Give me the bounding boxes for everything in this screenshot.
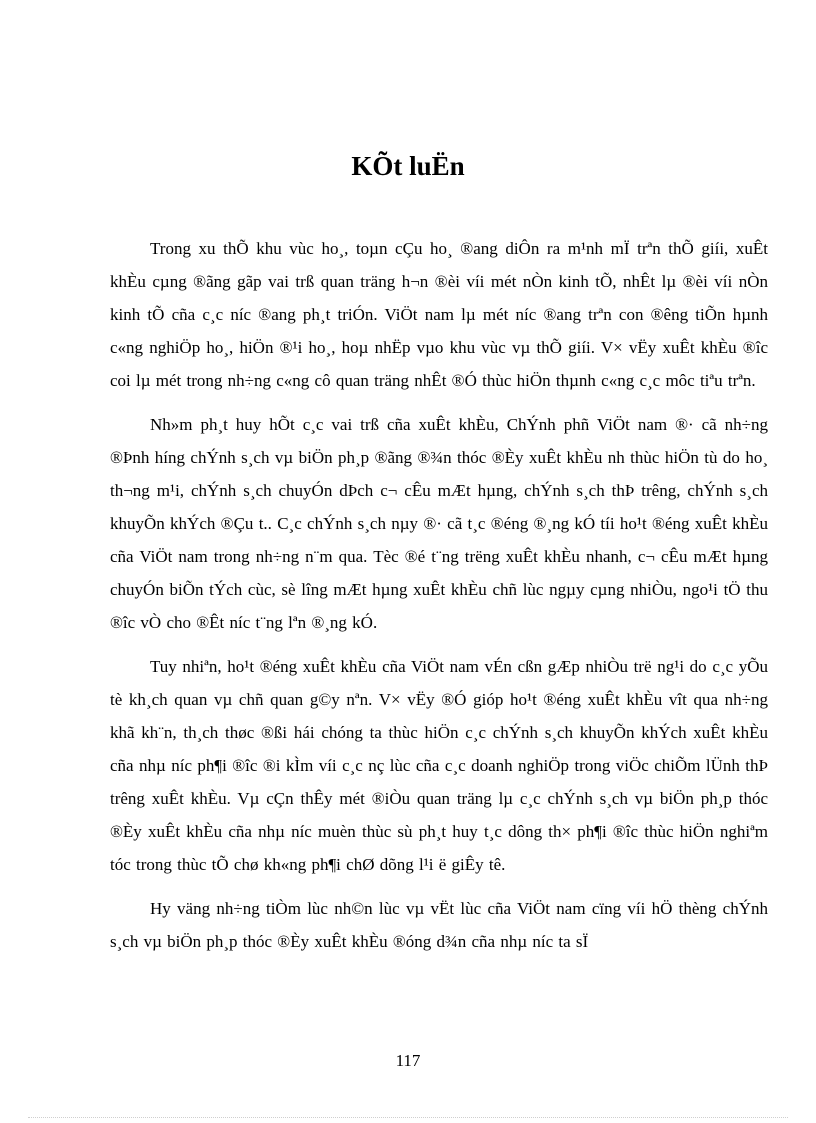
- paragraph: Tuy nhiªn, ho¹t ®éng xuÊt khÈu cña ViÖt nam vÉn cßn gÆp nhiÒu trë ng¹i do c¸c yÕu tè kh¸ch quan vµ chñ quan g©y nªn. V× vËy ®Ó gióp ho¹t ®éng xuÊt khÈu vît qua nh÷ng khã kh¨n, th¸ch thøc ®ßi hái chóng ta thùc hiÖn c¸c chÝnh s¸ch khuyÕn khÝch xuÊt khÈu cña nhµ níc ph¶i ®îc ®i kÌm víi c¸c nç lùc cña c¸c doanh nghiÖp trong viÖc chiÕm lÜnh thÞ trêng xuÊt khÈu. Vµ cÇn thÊy mét ®iÒu quan träng lµ c¸c chÝnh s¸ch vµ biÖn ph¸p thóc ®Èy xuÊt khÈu cña nhµ níc muèn thùc sù ph¸t huy t¸c dông th× ph¶i ®îc thùc hiÖn nghiªm tóc trong thùc tÕ chø kh«ng ph¶i chØ dõng l¹i ë giÊy tê.: [110, 657, 768, 874]
- paragraph: Hy väng nh÷ng tiÒm lùc nh©n lùc vµ vËt lùc cña ViÖt nam cïng víi hÖ thèng chÝnh s¸ch vµ biÖn ph¸p thóc ®Èy xuÊt khÈu ®óng d¾n cña nhµ níc ta sÏ: [110, 899, 768, 951]
- page-number: 117: [395, 1051, 421, 1070]
- footer-divider: [28, 1117, 788, 1118]
- paragraph: Trong xu thÕ khu vùc ho¸, toµn cÇu ho¸ ®ang diÔn ra m¹nh mÏ trªn thÕ giíi, xuÊt khÈu cµng ®ãng gãp vai trß quan träng h¬n ®èi víi mét nÒn kinh tÕ, nhÊt lµ ®èi víi nÒn kinh tÕ cña c¸c níc ®ang ph¸t triÓn. ViÖt nam lµ mét níc ®ang trªn con ®êng tiÕn hµnh c«ng nghiÖp ho¸, hiÖn ®¹i ho¸, hoµ nhËp vµo khu vùc vµ thÕ giíi. V× vËy xuÊt khÈu ®îc coi lµ mét trong nh÷ng c«ng cô quan träng nhÊt ®Ó thùc hiÖn thµnh c«ng c¸c môc tiªu trªn.: [110, 239, 768, 390]
- body-text: [110, 232, 768, 969]
- paragraph: Nh»m ph¸t huy hÕt c¸c vai trß cña xuÊt khÈu, ChÝnh phñ ViÖt nam ®· cã nh÷ng ®Þnh híng chÝnh s¸ch vµ biÖn ph¸p ®ãng ®¾n thóc ®Èy xuÊt khÈu nh thùc hiÖn tù do ho¸ th¬ng m¹i, chÝnh s¸ch chuyÓn dÞch c¬ cÊu mÆt hµng, chÝnh s¸ch thÞ trêng, chÝnh s¸ch khuyÕn khÝch ®Çu t.. C¸c chÝnh s¸ch nµy ®· cã t¸c ®éng ®¸ng kÓ tíi ho¹t ®éng xuÊt khÈu cña ViÖt nam trong nh÷ng n¨m qua. Tèc ®é t¨ng trëng xuÊt khÈu nhanh, c¬ cÊu mÆt hµng chuyÓn biÕn tÝch cùc, sè lîng mÆt hµng xuÊt khÈu chñ lùc ngµy cµng nhiÒu, ngo¹i tÖ thu ®îc vÒ cho ®Êt níc t¨ng lªn ®¸ng kÓ.: [110, 415, 768, 632]
- page-title: KÕt luËn: [351, 151, 465, 181]
